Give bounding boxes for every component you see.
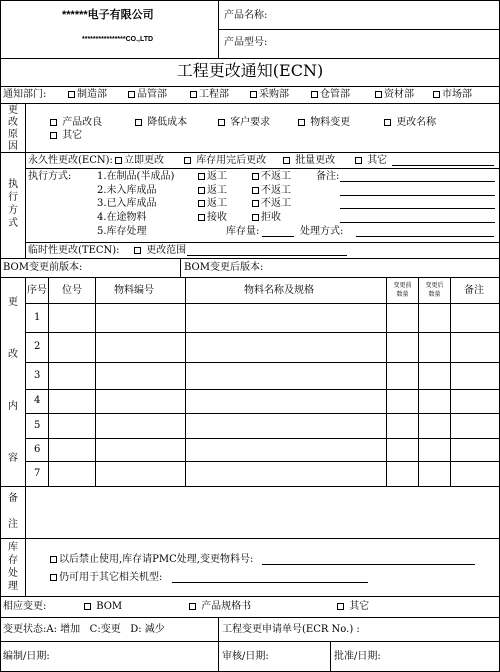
- option-label: 仍可用于其它相关机型:: [59, 572, 163, 583]
- inventory-label-char: 处: [8, 568, 18, 579]
- handling-method-label: 处理方式:: [300, 226, 344, 237]
- dept-checkbox-quality[interactable]: [128, 90, 167, 100]
- checkbox-icon[interactable]: [433, 91, 440, 98]
- change-label-char: 改: [8, 349, 18, 360]
- exec-row-opt1[interactable]: [198, 213, 227, 223]
- reason-checkbox-material[interactable]: [298, 118, 350, 128]
- checkbox-icon[interactable]: [298, 119, 305, 126]
- table-row-number: 3: [34, 370, 41, 381]
- exec-row-item: 1.在制品(半成品): [97, 171, 175, 182]
- checkbox-icon[interactable]: [355, 157, 362, 164]
- company-name-en: ****************CO.,LTD: [82, 36, 154, 43]
- option-label: 立即更改: [124, 155, 164, 166]
- checkbox-icon[interactable]: [190, 91, 197, 98]
- option-label: BOM: [96, 601, 123, 612]
- table-row-number: 5: [34, 420, 41, 431]
- checkbox-icon[interactable]: [68, 91, 75, 98]
- dept-label: 资材部: [384, 89, 414, 100]
- dept-label: 采购部: [259, 89, 289, 100]
- checkbox-icon[interactable]: [375, 91, 382, 98]
- change-label-char: 容: [8, 453, 18, 464]
- checkbox-icon[interactable]: [384, 119, 391, 126]
- checkbox-icon[interactable]: [250, 91, 257, 98]
- exec-row-opt2[interactable]: [252, 186, 291, 196]
- inventory-label-char: 库: [8, 542, 18, 553]
- exec-remark-label: 备注:: [316, 171, 340, 182]
- remarks-label-char: 注: [8, 519, 18, 530]
- checkbox-icon[interactable]: [50, 556, 57, 563]
- change-label-char: 内: [8, 401, 18, 412]
- table-row-number: 1: [34, 312, 41, 323]
- checkbox-icon[interactable]: [198, 214, 205, 221]
- reason-option-label: 更改名称: [396, 117, 437, 128]
- checkbox-icon[interactable]: [198, 173, 205, 180]
- execution-label-char: 执: [8, 179, 18, 190]
- checkbox-icon[interactable]: [50, 132, 57, 139]
- col-header-material-spec: 物料名称及规格: [244, 285, 314, 296]
- col-header-seq: 序号: [27, 285, 47, 296]
- approve-date-label: 批准/日期:: [334, 651, 381, 662]
- ecr-number-field[interactable]: [370, 620, 496, 638]
- exec-row-opt2[interactable]: [252, 172, 291, 182]
- reason-label-char: 原: [8, 129, 18, 140]
- reason-checkbox-cost[interactable]: [135, 118, 187, 128]
- change-label-char: 更: [8, 297, 18, 308]
- company-name-cn: ******电子有限公司: [62, 9, 154, 21]
- reason-option-label: 产品改良: [62, 117, 103, 128]
- dept-label: 仓管部: [320, 89, 350, 100]
- reason-label-char: 因: [8, 141, 18, 152]
- reason-option-label: 降低成本: [147, 117, 188, 128]
- exec-row-item: 4.在途物料: [97, 212, 147, 223]
- checkbox-icon[interactable]: [218, 119, 225, 126]
- inventory-label-char: 理: [8, 581, 18, 592]
- checkbox-icon[interactable]: [283, 157, 290, 164]
- dept-label: 制造部: [77, 89, 107, 100]
- exec-row-item: 3.已入库成品: [97, 198, 157, 209]
- handling-method-field[interactable]: [356, 236, 494, 237]
- checkbox-icon[interactable]: [252, 187, 259, 194]
- dept-checkbox-purchasing[interactable]: [250, 90, 289, 100]
- exec-row-opt1[interactable]: [198, 172, 227, 182]
- table-row-number: 4: [34, 395, 41, 406]
- checkbox-icon[interactable]: [135, 119, 142, 126]
- inventory-option-prohibit[interactable]: [50, 555, 253, 565]
- checkbox-icon[interactable]: [184, 157, 191, 164]
- exec-row-opt2[interactable]: [252, 213, 281, 223]
- exec-remark-line[interactable]: [340, 195, 495, 196]
- product-model-label: 产品型号:: [224, 37, 268, 48]
- related-option-spec[interactable]: [189, 602, 251, 612]
- permanent-option-immediate[interactable]: [115, 156, 164, 166]
- bom-after-field[interactable]: [262, 260, 496, 275]
- related-option-bom[interactable]: [84, 602, 122, 612]
- checkbox-icon[interactable]: [337, 603, 344, 610]
- compile-date-label: 编制/日期:: [3, 651, 50, 662]
- option-label: 不返工: [261, 185, 291, 196]
- reason-checkbox-other[interactable]: [50, 131, 82, 141]
- checkbox-icon[interactable]: [198, 187, 205, 194]
- new-material-number-field[interactable]: [262, 564, 475, 565]
- exec-remark-line[interactable]: [340, 208, 495, 209]
- reason-label-char: 更: [8, 105, 18, 116]
- option-label: 拒收: [261, 212, 281, 223]
- remarks-label-char: 备: [8, 493, 18, 504]
- dept-checkbox-materials[interactable]: [375, 90, 414, 100]
- inventory-label-char: 存: [8, 555, 18, 566]
- related-change-label: 相应变更:: [3, 601, 47, 612]
- permanent-other-field[interactable]: [392, 165, 494, 166]
- reason-option-label: 其它: [62, 130, 83, 141]
- option-label: 返工: [207, 198, 227, 209]
- reason-label-char: 改: [8, 117, 18, 128]
- exec-remark-line[interactable]: [340, 222, 495, 223]
- checkbox-icon[interactable]: [115, 157, 122, 164]
- checkbox-icon[interactable]: [50, 574, 57, 581]
- col-header-qty-after: 变更后 数量: [425, 282, 444, 298]
- checkbox-icon[interactable]: [50, 119, 57, 126]
- execution-label-char: 方: [8, 205, 18, 216]
- exec-row-opt2[interactable]: [252, 199, 291, 209]
- exec-row-opt1[interactable]: [198, 186, 227, 196]
- dept-checkbox-manufacturing[interactable]: [68, 90, 107, 100]
- related-option-other[interactable]: [337, 602, 369, 612]
- reason-option-label: 物料变更: [310, 117, 351, 128]
- dept-checkbox-marketing[interactable]: [433, 90, 472, 100]
- temporary-scope-field[interactable]: [187, 255, 347, 256]
- col-header-material-no: 物料编号: [114, 285, 154, 296]
- col-header-qty-before: 变更前 数量: [393, 282, 412, 298]
- checkbox-icon[interactable]: [134, 247, 141, 254]
- remarks-field[interactable]: [27, 488, 497, 536]
- inventory-option-reuse[interactable]: [50, 573, 162, 583]
- review-date-label: 审核/日期:: [222, 651, 269, 662]
- option-label: 库存用完后更改: [196, 155, 267, 166]
- permanent-option-batch[interactable]: [283, 156, 335, 166]
- option-label: 产品规格书: [201, 601, 252, 612]
- ecr-number-label: 工程变更申请单号(ECR No.) :: [222, 624, 360, 635]
- execution-method-label: 执行方式:: [28, 171, 72, 182]
- exec-remark-field[interactable]: [340, 181, 495, 182]
- checkbox-icon[interactable]: [198, 200, 205, 207]
- table-row-number: 6: [34, 444, 41, 455]
- checkbox-icon[interactable]: [189, 603, 196, 610]
- dept-label: 工程部: [199, 89, 229, 100]
- permanent-option-after-stock[interactable]: [184, 156, 266, 166]
- option-label: 其它: [367, 155, 388, 166]
- notify-dept-label: 通知部门:: [3, 89, 47, 100]
- option-label: 返工: [207, 171, 227, 182]
- option-label: 更改范围: [146, 245, 187, 256]
- page-title: 工程更改通知(ECN): [176, 61, 324, 80]
- bom-after-label: BOM变更后版本:: [184, 262, 264, 273]
- change-status-label: 变更状态:A: 增加 C:变更 D: 减少: [3, 624, 165, 635]
- option-label: 其它: [349, 601, 370, 612]
- checkbox-icon[interactable]: [252, 214, 259, 221]
- execution-label-char: 式: [8, 218, 18, 229]
- col-header-remark: 备注: [464, 285, 484, 296]
- execution-label-char: 行: [8, 192, 18, 203]
- stock-quantity-label: 库存量:: [226, 226, 260, 237]
- permanent-option-other[interactable]: [355, 156, 387, 166]
- option-label: 不返工: [261, 198, 291, 209]
- checkbox-icon[interactable]: [252, 173, 259, 180]
- option-label: 返工: [207, 185, 227, 196]
- bom-before-label: BOM变更前版本:: [3, 262, 83, 273]
- checkbox-icon[interactable]: [311, 91, 318, 98]
- product-name-field[interactable]: [275, 3, 495, 27]
- product-model-field[interactable]: [275, 32, 495, 56]
- exec-row-item: 2.未入库成品: [97, 185, 157, 196]
- col-header-position: 位号: [62, 285, 82, 296]
- dept-checkbox-warehouse[interactable]: [311, 90, 350, 100]
- table-row-number: 2: [34, 341, 41, 352]
- reason-checkbox-customer[interactable]: [218, 118, 270, 128]
- bom-before-field[interactable]: [80, 260, 176, 275]
- checkbox-icon[interactable]: [128, 91, 135, 98]
- exec-row-opt1[interactable]: [198, 199, 227, 209]
- dept-label: 品管部: [137, 89, 167, 100]
- related-model-field[interactable]: [172, 582, 368, 583]
- exec-row-item: 5.库存处理: [97, 226, 147, 237]
- dept-checkbox-engineering[interactable]: [190, 90, 229, 100]
- option-label: 以后禁止使用,库存请PMC处理,变更物料号:: [59, 554, 254, 565]
- temporary-change-label: 临时性更改(TECN):: [28, 245, 120, 256]
- reason-checkbox-rename[interactable]: [384, 118, 436, 128]
- checkbox-icon[interactable]: [84, 603, 91, 610]
- dept-label: 市场部: [442, 89, 472, 100]
- temporary-option-scope[interactable]: [134, 246, 186, 256]
- stock-quantity-field[interactable]: [262, 236, 294, 237]
- option-label: 接收: [207, 212, 227, 223]
- reason-option-label: 客户要求: [230, 117, 271, 128]
- table-row-number: 7: [34, 468, 41, 479]
- product-name-label: 产品名称:: [224, 10, 268, 21]
- checkbox-icon[interactable]: [252, 200, 259, 207]
- reason-checkbox-improve[interactable]: [50, 118, 102, 128]
- option-label: 批量更改: [295, 155, 336, 166]
- option-label: 不返工: [261, 171, 291, 182]
- permanent-change-label: 永久性更改(ECN):: [28, 155, 113, 166]
